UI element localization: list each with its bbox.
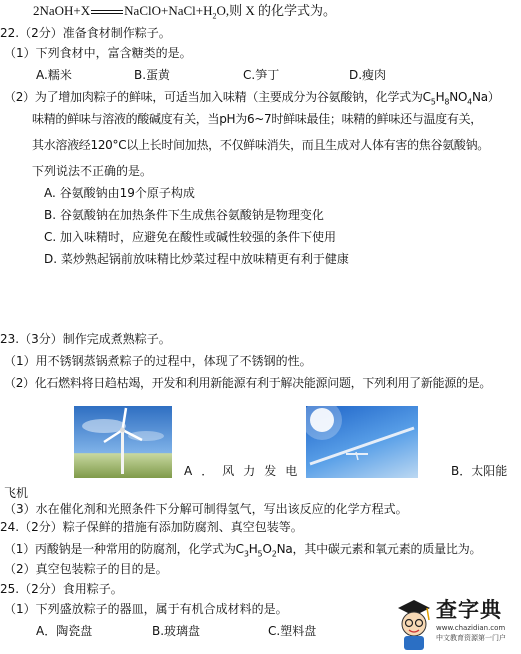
q22-part2-line3: 其水溶液经120°C以上长时间加热，不仅鲜味消失，而且生成对人体有害的焦谷氨酸钠。 xyxy=(32,138,489,152)
q22-part1: （1）下列食材中，富含糖类的是。 xyxy=(4,46,192,60)
chazidian-logo xyxy=(394,594,518,652)
q25-option-c: C.塑料盘 xyxy=(268,624,317,638)
q22-part2-line2: 味精的鲜味与溶液的酸碱度有关，当pH为6~7时鲜味最佳；味精的鲜味还与温度有关， xyxy=(32,112,482,126)
q22-part2-option-b: B. 谷氨酸钠在加热条件下生成焦谷氨酸钠是物理变化 xyxy=(44,208,324,222)
q23-part1: （1）用不锈钢蒸锅煮粽子的过程中，体现了不锈钢的性。 xyxy=(4,354,312,368)
mascot-icon xyxy=(394,594,434,652)
wind-turbine-icon xyxy=(74,406,172,478)
q24-part1: （1）丙酸钠是一种常用的防腐剂，化学式为$C_3H_5O_2Na$，其中碳元素和氧元素的质量比为。 xyxy=(4,542,482,559)
q25-title: 25.（2分）食用粽子。 xyxy=(0,582,123,596)
q22-part2-option-c: C. 加入味精时，应避免在酸性或碱性较强的条件下使用 xyxy=(44,230,337,244)
q22-part2-option-d: D. 菜炒熟起锅前放味精比炒菜过程中放味精更有利于健康 xyxy=(44,252,349,266)
q22-title: 22.（2分）准备食材制作粽子。 xyxy=(0,26,171,40)
q23-part3: （3）水在催化剂和光照条件下分解可制得氢气，写出该反应的化学方程式。 xyxy=(4,502,408,516)
q22-option-d: D.瘦肉 xyxy=(349,68,387,82)
q23-title: 23.（3分）制作完成煮熟粽子。 xyxy=(0,332,171,346)
wind-turbine-image xyxy=(74,406,172,478)
q24-title: 24.（2分）粽子保鲜的措施有添加防腐剂、真空包装等。 xyxy=(0,520,303,534)
solar-plane-image xyxy=(306,406,418,478)
q22-part2-question: 下列说法不正确的是。 xyxy=(32,164,153,178)
q25-option-a: A．陶瓷盘 xyxy=(36,624,93,638)
q25-part1: （1）下列盛放粽子的器皿，属于有机合成材料的是。 xyxy=(4,602,288,616)
q22-option-b: B.蛋黄 xyxy=(134,68,171,82)
q22-option-c: C.笋丁 xyxy=(243,68,280,82)
solar-plane-icon xyxy=(306,406,418,478)
logo-tagline: 中文教育资源第一门户 xyxy=(436,634,506,642)
q22-part2-line1: （2）为了增加肉粽子的鲜味，可适当加入味精（主要成分为谷氨酸钠，化学式为$C_5H_8NO_4Na$） xyxy=(4,90,500,107)
equals-sign xyxy=(91,10,123,14)
q24-part2: （2）真空包装粽子的目的是。 xyxy=(4,562,168,576)
logo-url: www.chazidian.com xyxy=(436,624,506,632)
q25-option-b: B.玻璃盘 xyxy=(152,624,201,638)
q23-option-b: B．太阳能 xyxy=(451,464,508,478)
q23-option-b-continued: 飞机 xyxy=(4,486,29,500)
q23-option-a: A．风力发电 xyxy=(184,464,307,478)
q21-equation-line: 2NaOH+X $NaClO+NaCl+H_2O$,则 X 的化学式为。 xyxy=(33,3,337,21)
logo-name: 查字典 xyxy=(436,598,502,622)
q23-part2: （2）化石燃料将日趋枯竭，开发和利用新能源有利于解决能源问题，下列利用了新能源的是。 xyxy=(4,376,492,390)
q22-option-a: A.糯米 xyxy=(36,68,72,82)
q22-part2-option-a: A. 谷氨酸钠由19个原子构成 xyxy=(44,186,195,200)
